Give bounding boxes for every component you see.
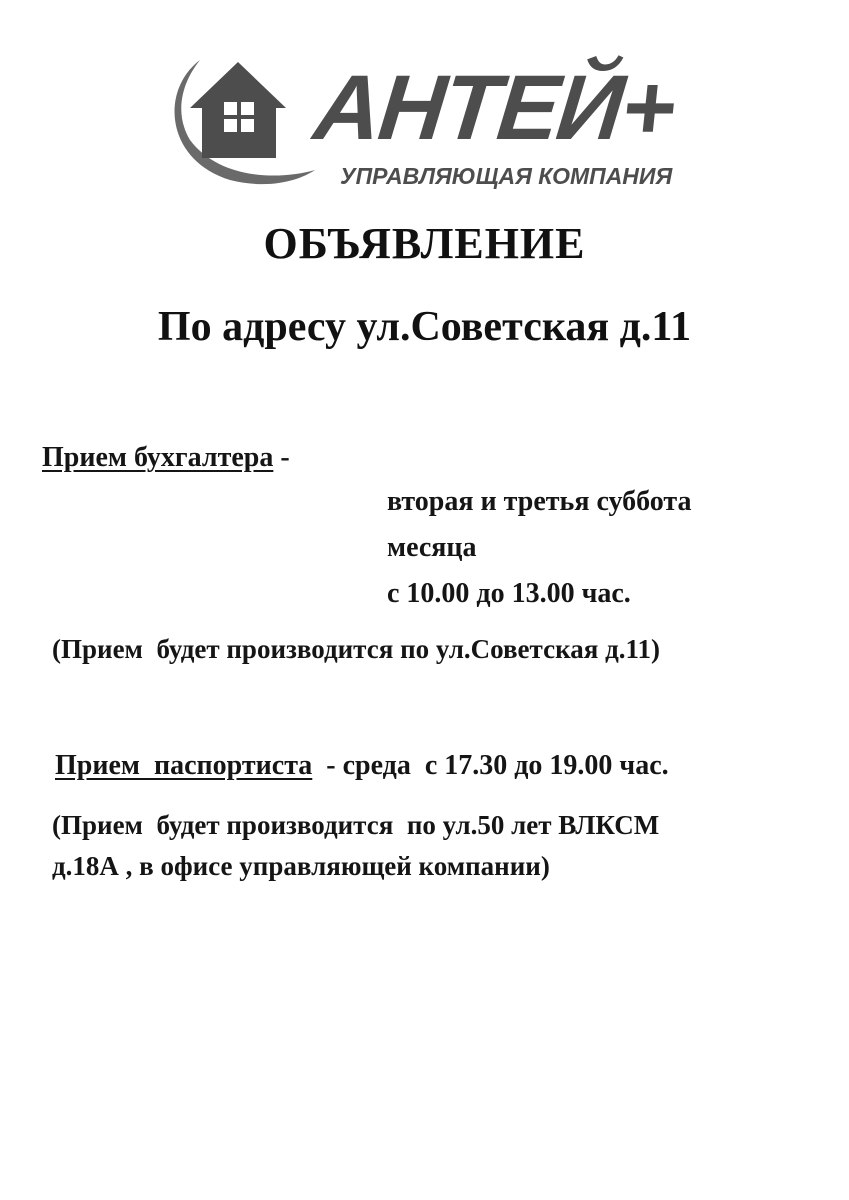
address-heading: По адресу ул.Советская д.11 [157, 304, 692, 350]
page-title: ОБЪЯВЛЕНИЕ [263, 219, 586, 268]
passport-heading [55, 752, 669, 780]
logo-company-name: АНТЕЙ+ [309, 57, 679, 159]
passport-schedule: - среда с 17.30 до 19.00 час. [312, 750, 669, 781]
accountant-schedule-line2: месяца [387, 532, 477, 563]
passport-note-line2: д.18А , в офисе управляющей компании) [52, 851, 550, 881]
accountant-schedule-line3: с 10.00 до 13.00 час. [387, 578, 631, 609]
passport-note-line1: (Прием будет производится по ул.50 лет ВЛКСМ [52, 810, 660, 840]
house-icon [160, 40, 320, 190]
accountant-schedule-line1: вторая и третья суббота [387, 486, 692, 517]
accountant-label: Прием бухгалтера [42, 442, 274, 473]
accountant-heading [42, 444, 290, 472]
logo-subtitle: УПРАВЛЯЮЩАЯ КОМПАНИЯ [340, 163, 673, 189]
passport-label: Прием паспортиста [55, 750, 313, 781]
accountant-note: (Прием будет производится по ул.Советская д.11) [52, 634, 661, 664]
company-logo [160, 40, 740, 200]
accountant-dash: - [273, 442, 290, 473]
